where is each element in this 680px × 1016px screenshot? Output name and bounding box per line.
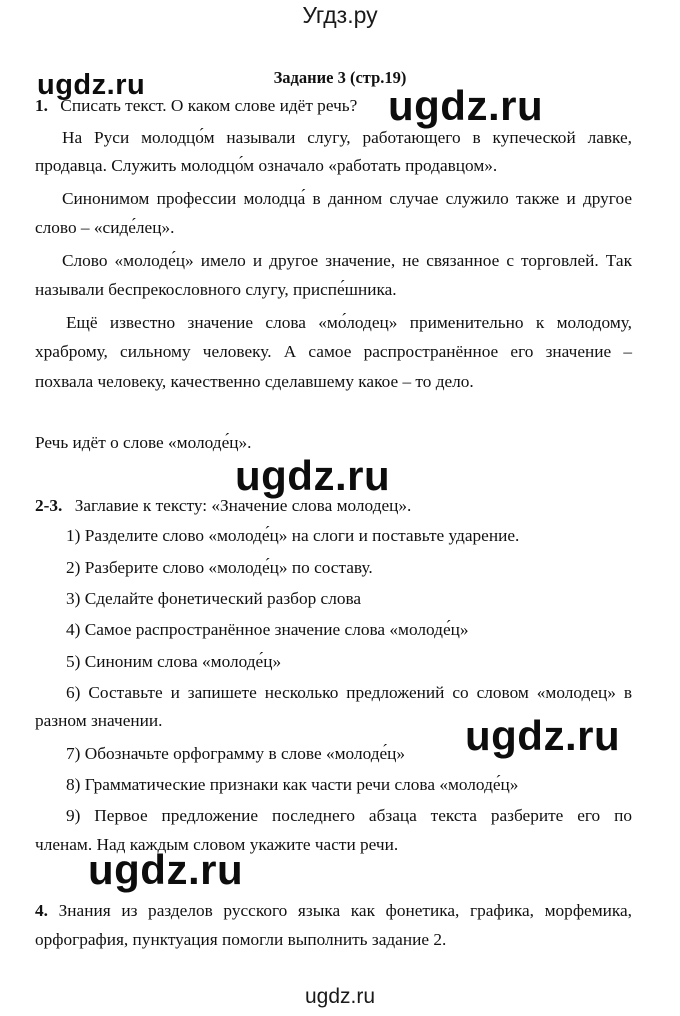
paragraph-line: На Руси молодцо́м называли слугу, работающего в купеческой лавке,	[62, 128, 632, 147]
list-item: 8) Грамматические признаки как части речи слова «молоде́ц»	[66, 775, 519, 794]
item-4-line	[35, 901, 632, 921]
watermark: ugdz.ru	[388, 82, 544, 129]
item-number: 1.	[35, 96, 48, 115]
question-text: Списать текст. О каком слове идёт речь?	[60, 96, 358, 115]
answer-text: Речь идёт о слове «молоде́ц».	[35, 433, 252, 452]
list-item: 2) Разберите слово «молоде́ц» по составу.	[66, 558, 373, 577]
item-number: 4.	[35, 901, 48, 920]
site-header[interactable]: Угдз.ру	[302, 2, 378, 28]
list-item: 9) Первое предложение последнего абзаца текста разберите его по	[66, 806, 632, 825]
list-item: 3) Сделайте фонетический разбор слова	[66, 589, 362, 608]
paragraph-line: продавца. Служить молодцо́м означало «работать продавцом».	[35, 156, 498, 175]
paragraph-line: Ещё известно значение слова «мо́лодец» применительно к молодому,	[66, 313, 632, 332]
watermark: ugdz.ru	[465, 712, 621, 759]
paragraph-line: Слово «молоде́ц» имело и другое значение, не связанное с торговлей. Так	[62, 251, 632, 270]
list-item-continuation: членам. Над каждым словом укажите части речи.	[35, 835, 399, 854]
list-item: 4) Самое распространённое значение слова «молоде́ц»	[66, 620, 469, 639]
paragraph-line: храброму, сильному человеку. А самое распространённое его значение –	[35, 342, 632, 361]
list-item: 1) Разделите слово «молоде́ц» на слоги и поставьте ударение.	[66, 526, 520, 545]
paragraph-line: похвала человеку, качественно сделавшему какое – то дело.	[35, 372, 474, 391]
paragraph-line: Синонимом профессии молодца́ в данном случае служило также и другое	[62, 189, 632, 208]
watermark: ugdz.ru	[88, 846, 244, 893]
list-item: 7) Обозначьте орфограмму в слове «молоде́ц»	[66, 744, 406, 763]
item-4-text: Знания из разделов русского языка как фонетика, графика, морфемика,	[58, 901, 633, 920]
watermark: ugdz.ru	[235, 452, 391, 499]
heading-text: Заглавие к тексту: «Значение слова молодец».	[74, 496, 412, 515]
list-item: 5) Синоним слова «молоде́ц»	[66, 652, 282, 671]
paragraph-line: называли беспрекословного слугу, приспе́шника.	[35, 280, 397, 299]
item-number: 2-3.	[35, 496, 63, 515]
task-title: Задание 3 (стр.19)	[273, 68, 407, 87]
site-footer[interactable]: ugdz.ru	[304, 985, 376, 1008]
item-4-line: орфография, пунктуация помогли выполнить задание 2.	[35, 930, 447, 949]
list-item: 6) Составьте и запишете несколько предложений со словом «молодец» в	[66, 683, 632, 702]
list-item-continuation: разном значении.	[35, 711, 163, 730]
item-1-question	[35, 96, 357, 116]
watermark: ugdz.ru	[37, 69, 146, 101]
item-23-heading	[35, 496, 411, 516]
paragraph-line: слово – «сиде́лец».	[35, 218, 175, 237]
